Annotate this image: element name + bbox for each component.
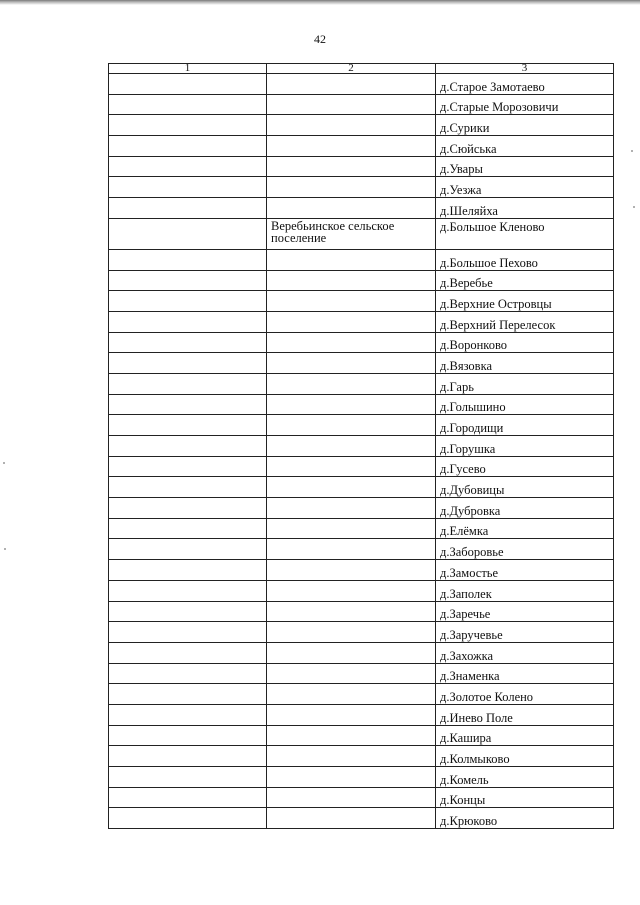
locality-cell: д.Увары bbox=[436, 156, 614, 177]
locality-cell: д.Заречье bbox=[436, 601, 614, 622]
table-row bbox=[109, 560, 614, 581]
locality-cell: д.Большое Пехово bbox=[436, 249, 614, 270]
settlement-type-cell bbox=[267, 177, 436, 198]
table-row bbox=[109, 642, 614, 663]
district-cell bbox=[109, 622, 267, 643]
table-row bbox=[109, 198, 614, 219]
district-cell bbox=[109, 725, 267, 746]
settlement-type-cell bbox=[267, 394, 436, 415]
table-row bbox=[109, 808, 614, 829]
settlement-type-cell bbox=[267, 560, 436, 581]
table-row bbox=[109, 663, 614, 684]
district-cell bbox=[109, 198, 267, 219]
settlement-type-cell bbox=[267, 270, 436, 291]
district-cell bbox=[109, 115, 267, 136]
settlement-type-cell bbox=[267, 684, 436, 705]
locality-cell: д.Дубровка bbox=[436, 498, 614, 519]
locality-cell: д.Кашира bbox=[436, 725, 614, 746]
locality-cell: д.Золотое Колено bbox=[436, 684, 614, 705]
settlement-type-cell bbox=[267, 373, 436, 394]
district-cell bbox=[109, 249, 267, 270]
district-cell bbox=[109, 580, 267, 601]
locality-cell: д.Елёмка bbox=[436, 518, 614, 539]
locality-cell: д.Воронково bbox=[436, 332, 614, 353]
district-cell bbox=[109, 136, 267, 157]
table-row bbox=[109, 622, 614, 643]
locality-cell: д.Большое Кленово bbox=[436, 218, 614, 249]
district-cell bbox=[109, 332, 267, 353]
settlements-table bbox=[108, 63, 614, 829]
table-header-row bbox=[109, 64, 614, 74]
table-row bbox=[109, 353, 614, 374]
district-cell bbox=[109, 291, 267, 312]
locality-cell: д.Верхние Островцы bbox=[436, 291, 614, 312]
scan-speck bbox=[633, 206, 635, 208]
settlement-type-cell bbox=[267, 787, 436, 808]
locality-cell: д.Заручевье bbox=[436, 622, 614, 643]
district-cell bbox=[109, 518, 267, 539]
district-cell bbox=[109, 156, 267, 177]
settlement-type-cell bbox=[267, 94, 436, 115]
locality-cell: д.Шеляйха bbox=[436, 198, 614, 219]
settlement-type-cell bbox=[267, 291, 436, 312]
locality-cell: д.Горушка bbox=[436, 436, 614, 457]
locality-cell: д.Заполек bbox=[436, 580, 614, 601]
district-cell bbox=[109, 218, 267, 249]
settlement-type-cell bbox=[267, 746, 436, 767]
locality-cell: д.Крюково bbox=[436, 808, 614, 829]
locality-cell: д.Уезжа bbox=[436, 177, 614, 198]
locality-cell: д.Гусево bbox=[436, 456, 614, 477]
page-number: 42 bbox=[314, 32, 326, 46]
locality-cell: д.Старое Замотаево bbox=[436, 74, 614, 95]
locality-cell: д.Верхний Перелесок bbox=[436, 311, 614, 332]
settlement-type-cell bbox=[267, 663, 436, 684]
table-row bbox=[109, 177, 614, 198]
settlement-type-cell bbox=[267, 436, 436, 457]
district-cell bbox=[109, 663, 267, 684]
settlement-type-cell bbox=[267, 518, 436, 539]
district-cell bbox=[109, 353, 267, 374]
district-cell bbox=[109, 787, 267, 808]
settlement-type-cell bbox=[267, 415, 436, 436]
table-row bbox=[109, 394, 614, 415]
settlement-type-cell bbox=[267, 198, 436, 219]
table-row bbox=[109, 539, 614, 560]
locality-cell: д.Веребье bbox=[436, 270, 614, 291]
settlement-type-cell bbox=[267, 353, 436, 374]
district-cell bbox=[109, 477, 267, 498]
table-row bbox=[109, 311, 614, 332]
district-cell bbox=[109, 746, 267, 767]
district-cell bbox=[109, 767, 267, 788]
table-row bbox=[109, 477, 614, 498]
table-row bbox=[109, 704, 614, 725]
district-cell bbox=[109, 456, 267, 477]
locality-cell: д.Инево Поле bbox=[436, 704, 614, 725]
settlement-type-cell bbox=[267, 136, 436, 157]
table-row bbox=[109, 218, 614, 249]
table-row bbox=[109, 518, 614, 539]
district-cell bbox=[109, 415, 267, 436]
table-row bbox=[109, 156, 614, 177]
district-cell bbox=[109, 94, 267, 115]
district-cell bbox=[109, 808, 267, 829]
locality-cell: д.Сюйська bbox=[436, 136, 614, 157]
settlement-type-cell bbox=[267, 580, 436, 601]
settlement-type-cell bbox=[267, 601, 436, 622]
scan-speck bbox=[4, 548, 6, 550]
table-row bbox=[109, 498, 614, 519]
settlement-type-cell bbox=[267, 725, 436, 746]
settlement-type-cell bbox=[267, 456, 436, 477]
settlement-type-cell bbox=[267, 642, 436, 663]
settlement-type-cell: Веребьинское сельское поселение bbox=[267, 218, 436, 249]
table-row bbox=[109, 270, 614, 291]
locality-cell: д.Голышино bbox=[436, 394, 614, 415]
locality-cell: д.Замостье bbox=[436, 560, 614, 581]
settlement-type-cell bbox=[267, 808, 436, 829]
district-cell bbox=[109, 270, 267, 291]
table-row bbox=[109, 373, 614, 394]
locality-cell: д.Гарь bbox=[436, 373, 614, 394]
district-cell bbox=[109, 560, 267, 581]
district-cell bbox=[109, 601, 267, 622]
district-cell bbox=[109, 498, 267, 519]
settlement-type-cell bbox=[267, 156, 436, 177]
table-row bbox=[109, 580, 614, 601]
settlement-type-cell bbox=[267, 704, 436, 725]
district-cell bbox=[109, 684, 267, 705]
settlement-type-cell bbox=[267, 622, 436, 643]
settlement-type-cell bbox=[267, 767, 436, 788]
table-row bbox=[109, 291, 614, 312]
district-cell bbox=[109, 436, 267, 457]
scan-speck bbox=[3, 462, 5, 464]
locality-cell: д.Сурики bbox=[436, 115, 614, 136]
table-row bbox=[109, 767, 614, 788]
locality-cell: д.Дубовицы bbox=[436, 477, 614, 498]
table-row bbox=[109, 746, 614, 767]
district-cell bbox=[109, 74, 267, 95]
locality-cell: д.Старые Морозовичи bbox=[436, 94, 614, 115]
table-row bbox=[109, 601, 614, 622]
district-cell bbox=[109, 311, 267, 332]
locality-cell: д.Заборовье bbox=[436, 539, 614, 560]
table-row bbox=[109, 684, 614, 705]
settlement-type-cell bbox=[267, 311, 436, 332]
table-row bbox=[109, 787, 614, 808]
settlement-type-cell bbox=[267, 74, 436, 95]
locality-cell: д.Городищи bbox=[436, 415, 614, 436]
locality-cell: д.Вязовка bbox=[436, 353, 614, 374]
settlement-type-cell bbox=[267, 332, 436, 353]
table-row bbox=[109, 115, 614, 136]
district-cell bbox=[109, 642, 267, 663]
settlement-type-cell bbox=[267, 477, 436, 498]
table-row bbox=[109, 456, 614, 477]
scan-top-edge bbox=[0, 0, 640, 5]
table-row bbox=[109, 725, 614, 746]
district-cell bbox=[109, 539, 267, 560]
locality-cell: д.Комель bbox=[436, 767, 614, 788]
column-header-1: 1 bbox=[109, 64, 267, 74]
table-row bbox=[109, 74, 614, 95]
settlement-type-cell bbox=[267, 115, 436, 136]
district-cell bbox=[109, 177, 267, 198]
settlements-table-body bbox=[109, 64, 614, 829]
scan-speck bbox=[631, 150, 633, 152]
district-cell bbox=[109, 373, 267, 394]
table-row bbox=[109, 136, 614, 157]
column-header-3: 3 bbox=[436, 64, 614, 74]
district-cell bbox=[109, 704, 267, 725]
locality-cell: д.Знаменка bbox=[436, 663, 614, 684]
table-row bbox=[109, 436, 614, 457]
column-header-2: 2 bbox=[267, 64, 436, 74]
table-row bbox=[109, 94, 614, 115]
settlement-type-cell bbox=[267, 498, 436, 519]
settlement-type-cell bbox=[267, 249, 436, 270]
table-row bbox=[109, 332, 614, 353]
locality-cell: д.Захожка bbox=[436, 642, 614, 663]
district-cell bbox=[109, 394, 267, 415]
table-row bbox=[109, 415, 614, 436]
settlement-type-cell bbox=[267, 539, 436, 560]
locality-cell: д.Колмыково bbox=[436, 746, 614, 767]
locality-cell: д.Концы bbox=[436, 787, 614, 808]
table-row bbox=[109, 249, 614, 270]
